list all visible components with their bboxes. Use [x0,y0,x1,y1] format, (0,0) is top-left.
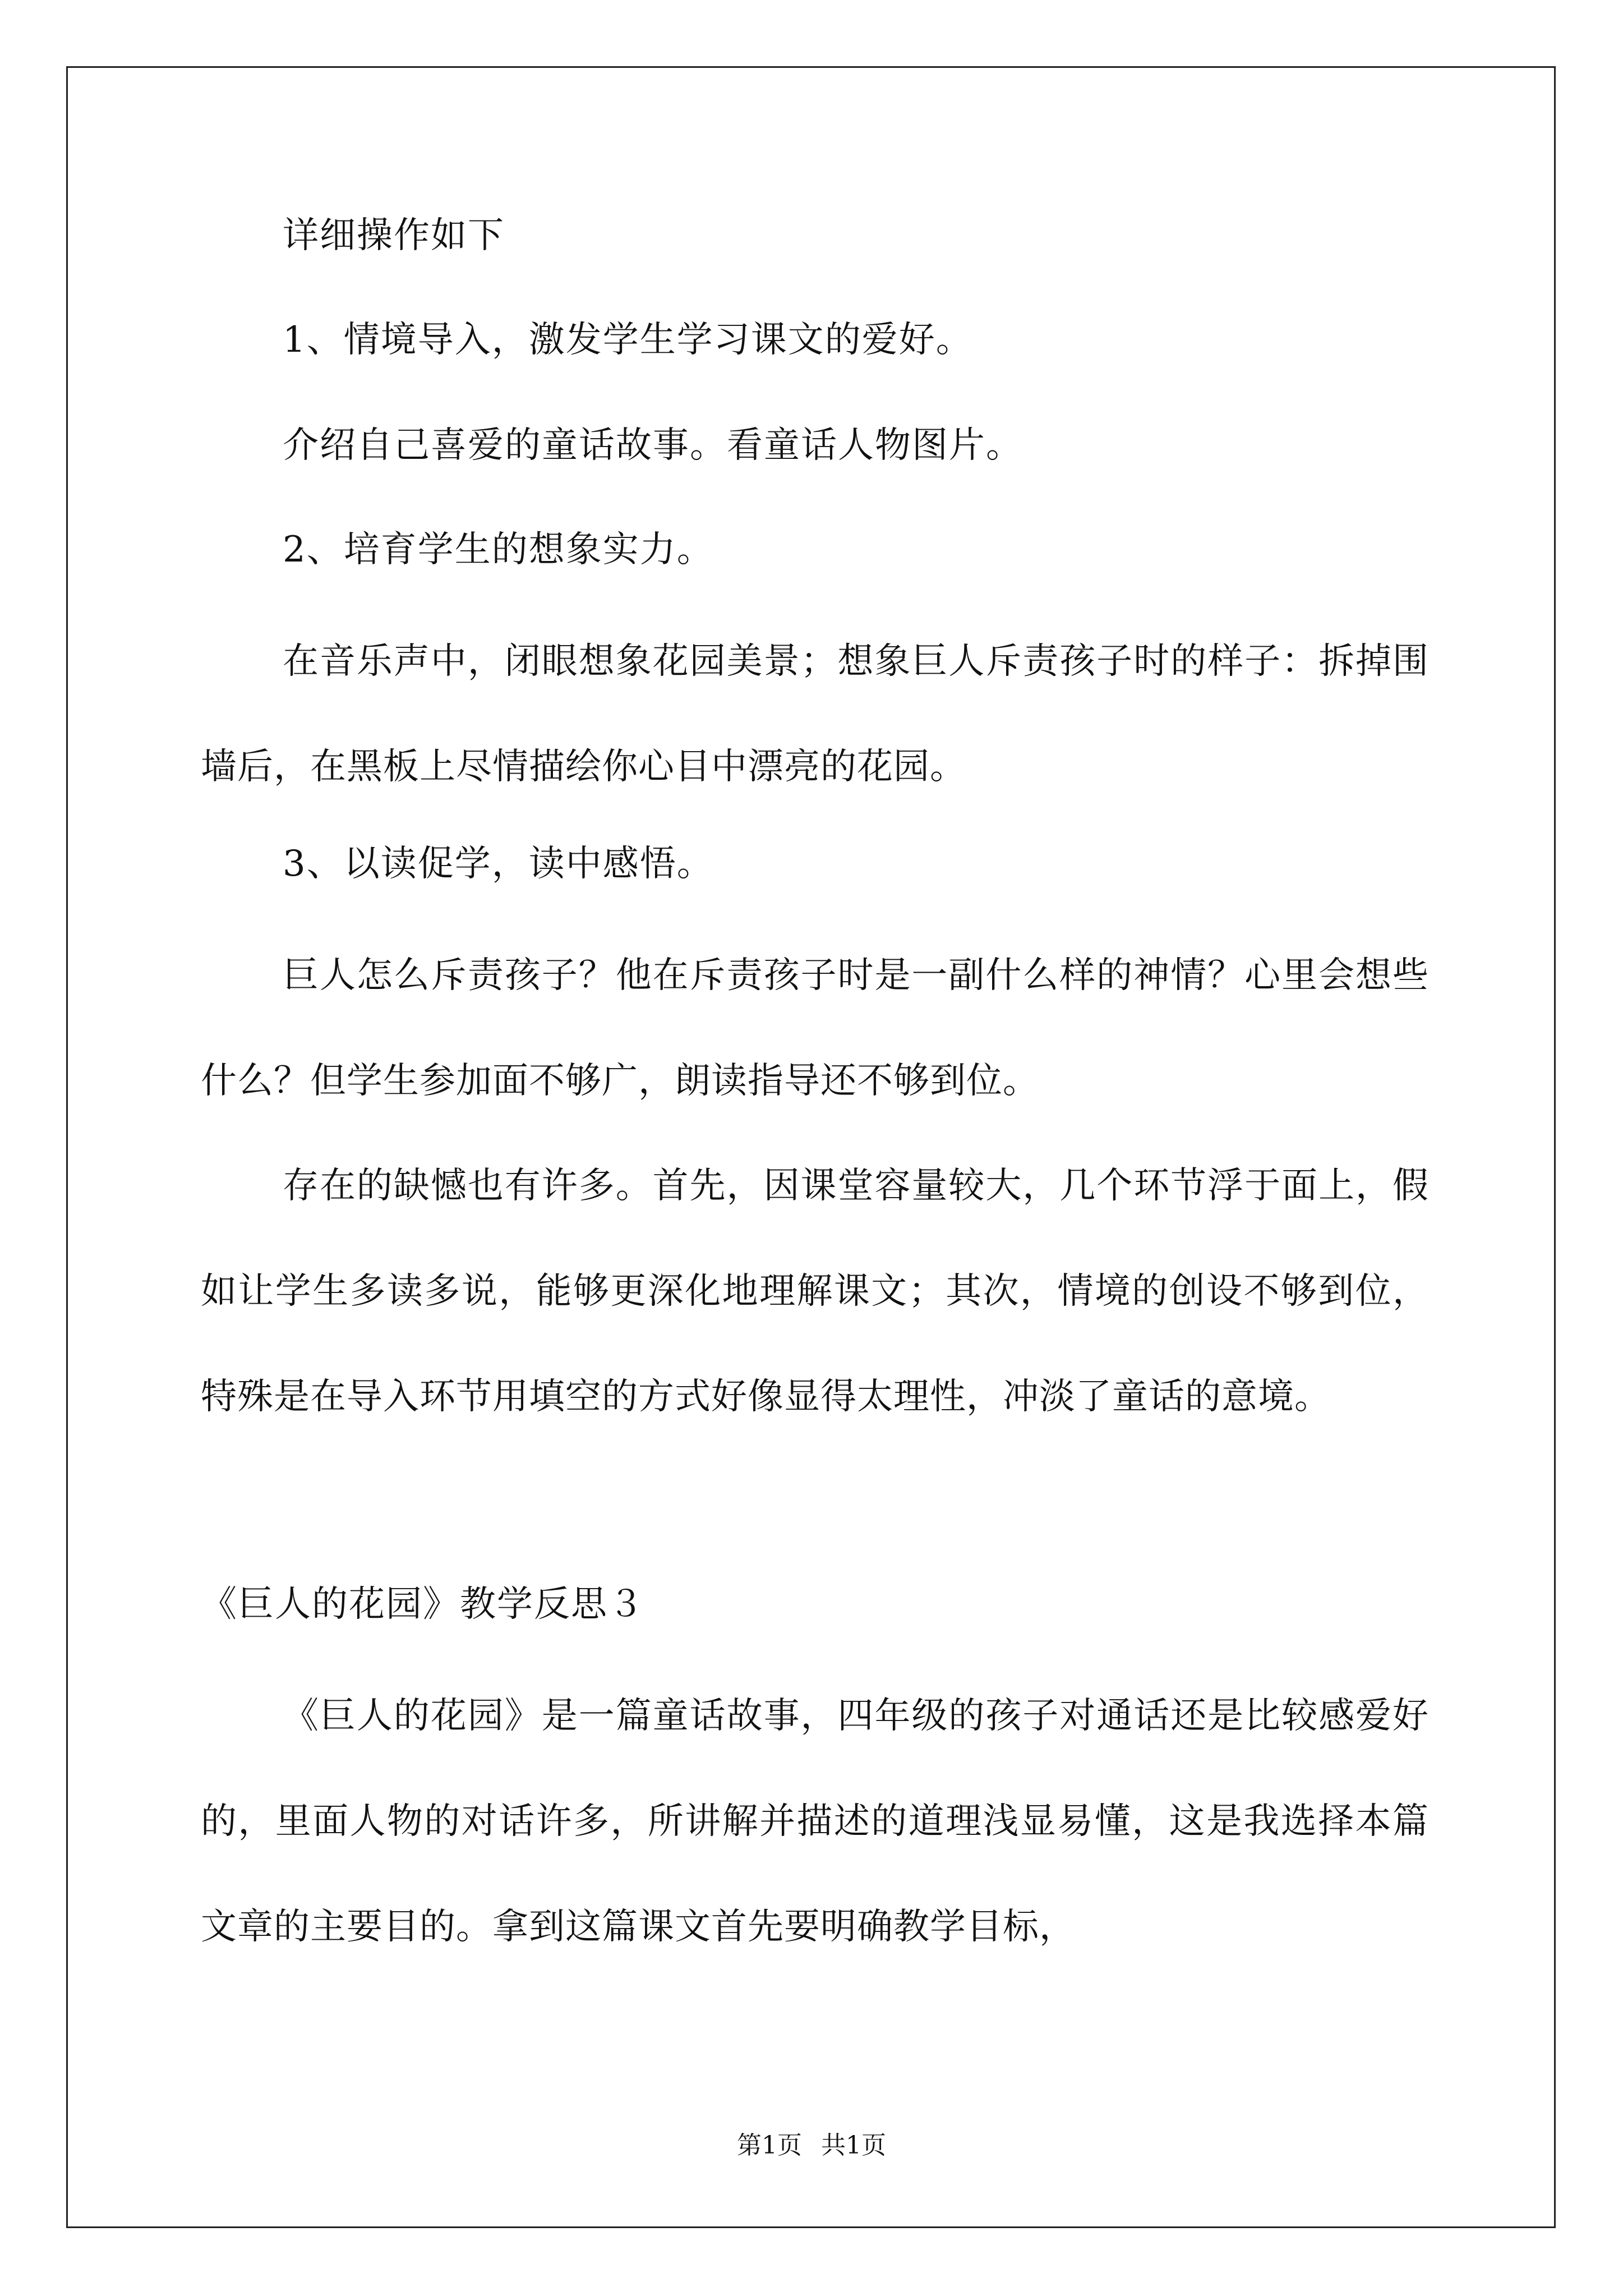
paragraph-step-1-detail: 介绍自己喜爱的童话故事。看童话人物图片。 [283,425,1023,466]
paragraph-step-3-detail: 巨人怎么斥责孩子？他在斥责孩子时是一副什么样的神情？心里会想些什么？但学生参加面不够广，朗读指导还不够到位。 [201,955,1429,1102]
paragraph-reflection: 《巨人的花园》是一篇童话故事，四年级的孩子对通话还是比较感爱好的，里面人物的对话许多，所讲解并描述的道理浅显易懂，这是我选择本篇文章的主要目的。拿到这篇课文首先要明确教学目标， [201,1695,1429,1948]
paragraph-step-1: 1、情境导入，激发学生学习课文的爱好。 [283,319,973,361]
page-total: 共1页 [821,2131,886,2160]
paragraph-step-2: 2、培育学生的想象实力。 [283,529,714,570]
page-number: 第1页 [737,2131,802,2160]
paragraph-intro: 详细操作如下 [283,215,505,256]
section-title: 《巨人的花园》教学反思３ [201,1584,645,1625]
paragraph-shortcomings: 存在的缺憾也有许多。首先，因课堂容量较大，几个环节浮于面上，假如让学生多读多说，能够更深化地理解课文；其次，情境的创设不够到位，特殊是在导入环节用填空的方式好像显得太理性，冲淡了童话的意境。 [201,1165,1429,1418]
paragraph-step-2-detail: 在音乐声中，闭眼想象花园美景；想象巨人斥责孩子时的样子：拆掉围墙后，在黑板上尽情描绘你心目中漂亮的花园。 [201,641,1429,788]
page-footer [0,2129,1623,2162]
paragraph-step-3: 3、以读促学，读中感悟。 [283,843,714,885]
